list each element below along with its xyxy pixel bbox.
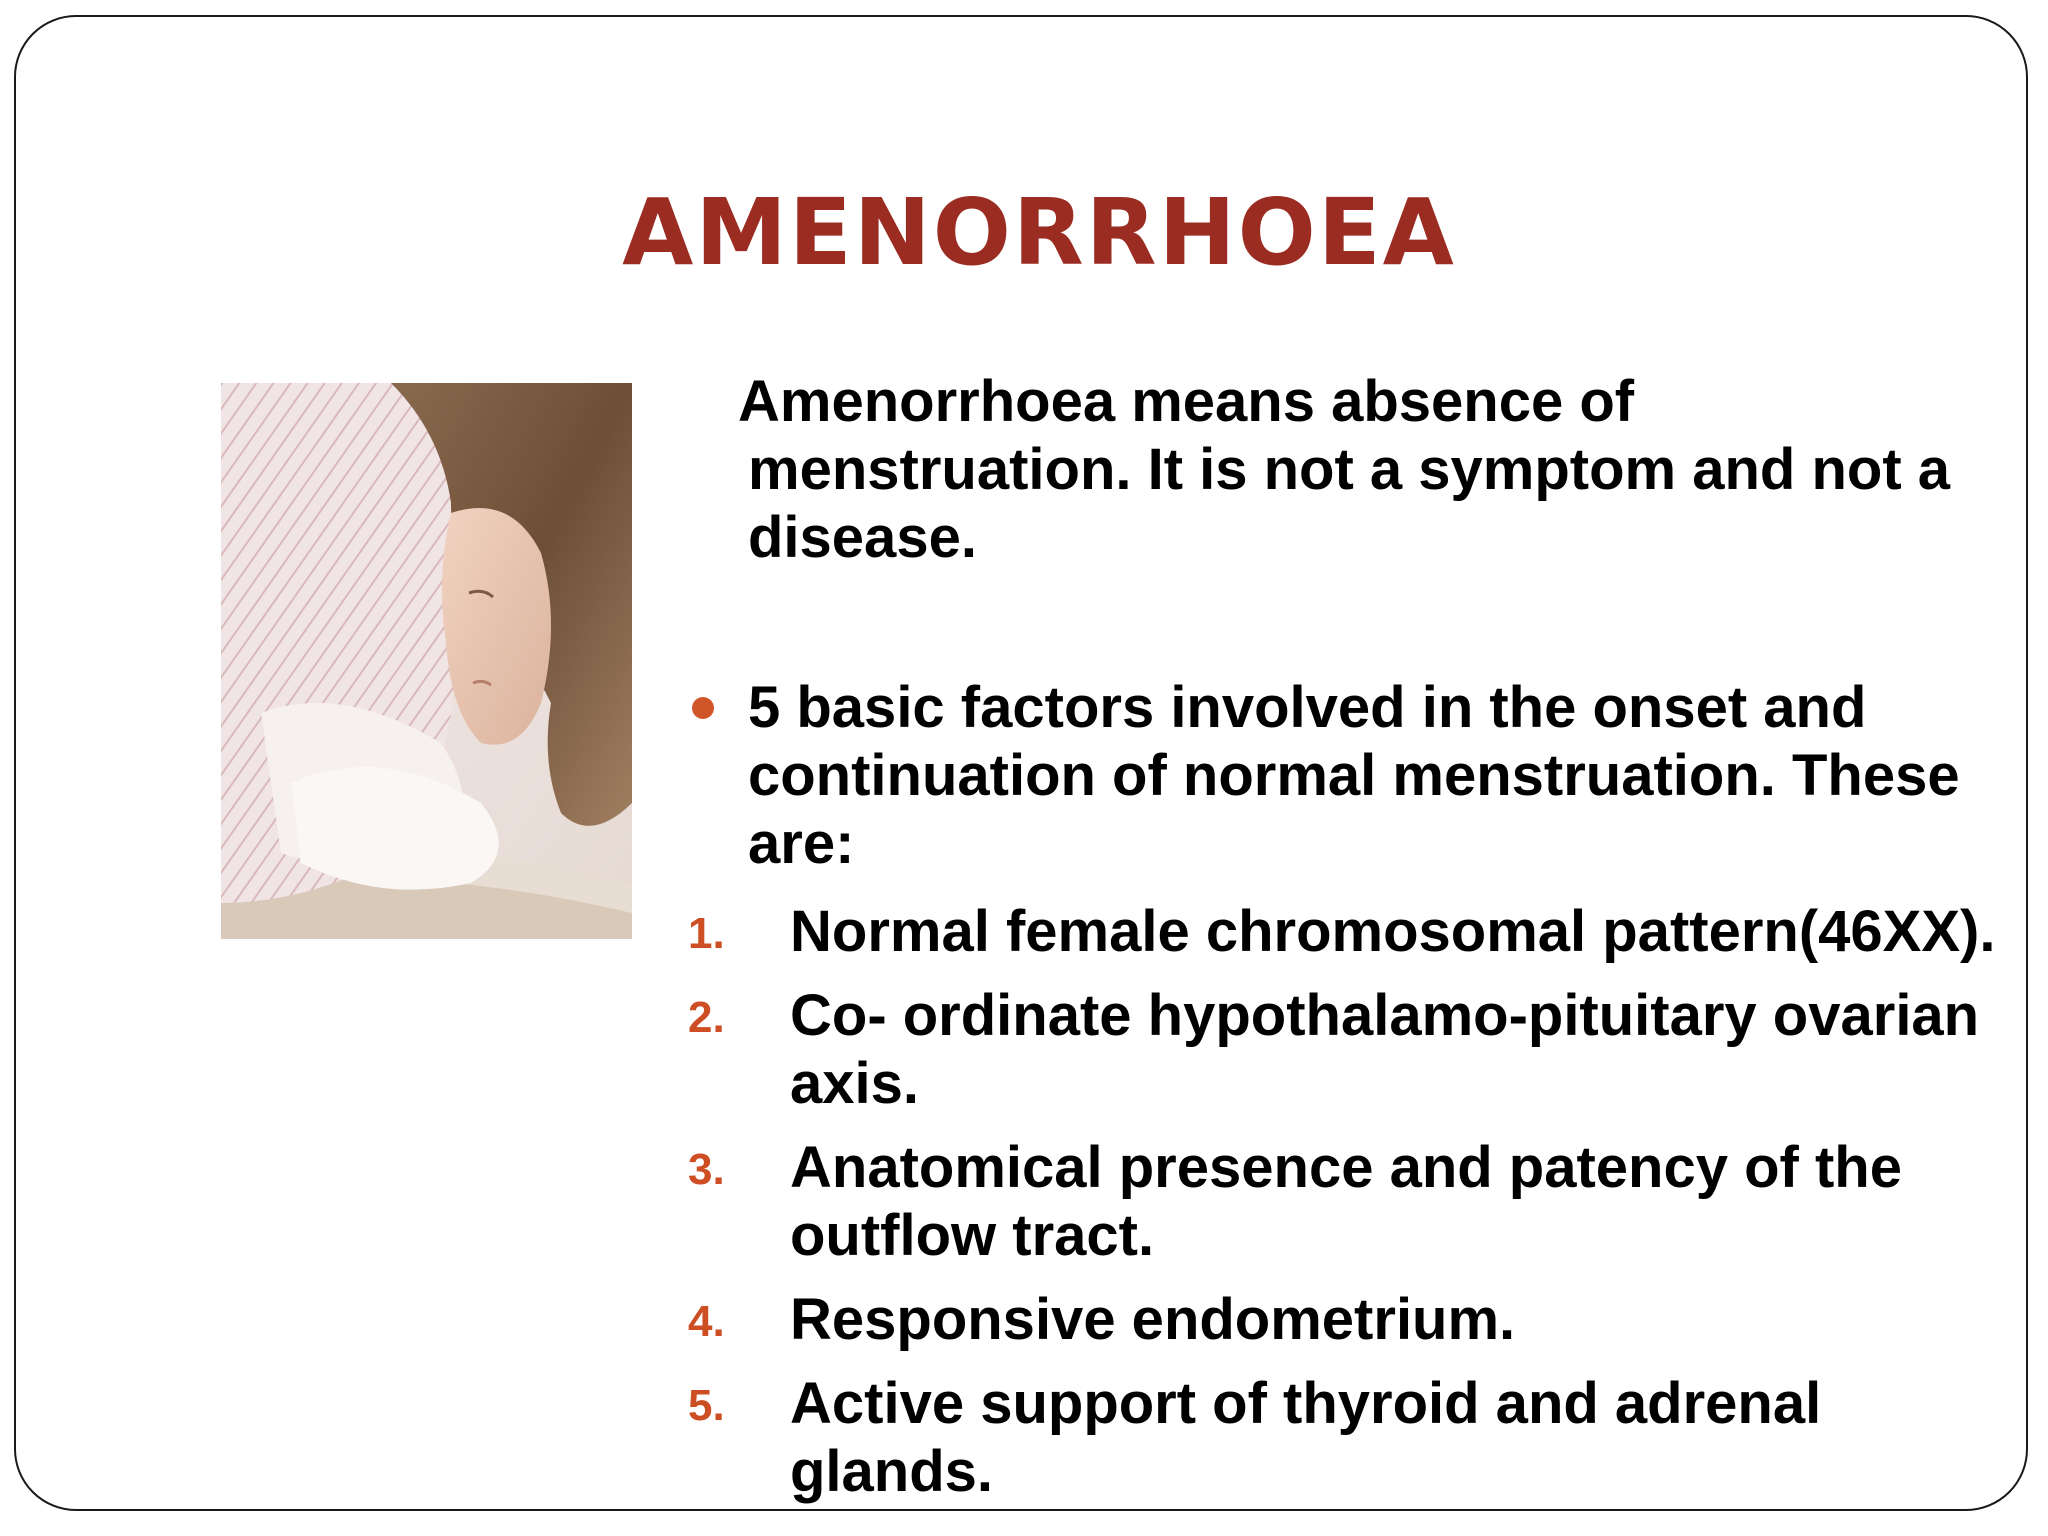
factor-text: Anatomical presence and patency of the outflow tract. (790, 1135, 1902, 1268)
woman-sleeping-photo (221, 383, 632, 939)
factor-text: Normal female chromosomal pattern(46XX). (790, 899, 1996, 964)
factor-item (688, 898, 2000, 966)
bullet-dot-icon (692, 697, 714, 719)
factor-number: 1. (688, 909, 725, 958)
factor-item (688, 1134, 2000, 1270)
factor-number: 5. (688, 1381, 725, 1430)
slide-body (688, 368, 2000, 1506)
factor-number: 3. (688, 1145, 725, 1194)
factor-text: Co- ordinate hypothalamo-pituitary ovarian axis. (790, 983, 1980, 1116)
factor-text: Active support of thyroid and adrenal glands. (790, 1371, 1822, 1504)
factor-item (688, 1370, 2000, 1506)
factor-text: Responsive endometrium. (790, 1287, 1516, 1352)
bullet-text: 5 basic factors involved in the onset and continuation of normal menstruation. These are: (748, 675, 1960, 876)
factor-list (688, 898, 2000, 1506)
factor-number: 4. (688, 1297, 725, 1346)
factor-number: 2. (688, 993, 725, 1042)
slide-title: AMENORRHOEA (622, 179, 1456, 286)
intro-paragraph: Amenorrhoea means absence of menstruation. It is not a symptom and not a disease. (738, 369, 1950, 570)
bullet-item (740, 674, 2000, 878)
factor-item (688, 982, 2000, 1118)
factor-item (688, 1286, 2000, 1354)
